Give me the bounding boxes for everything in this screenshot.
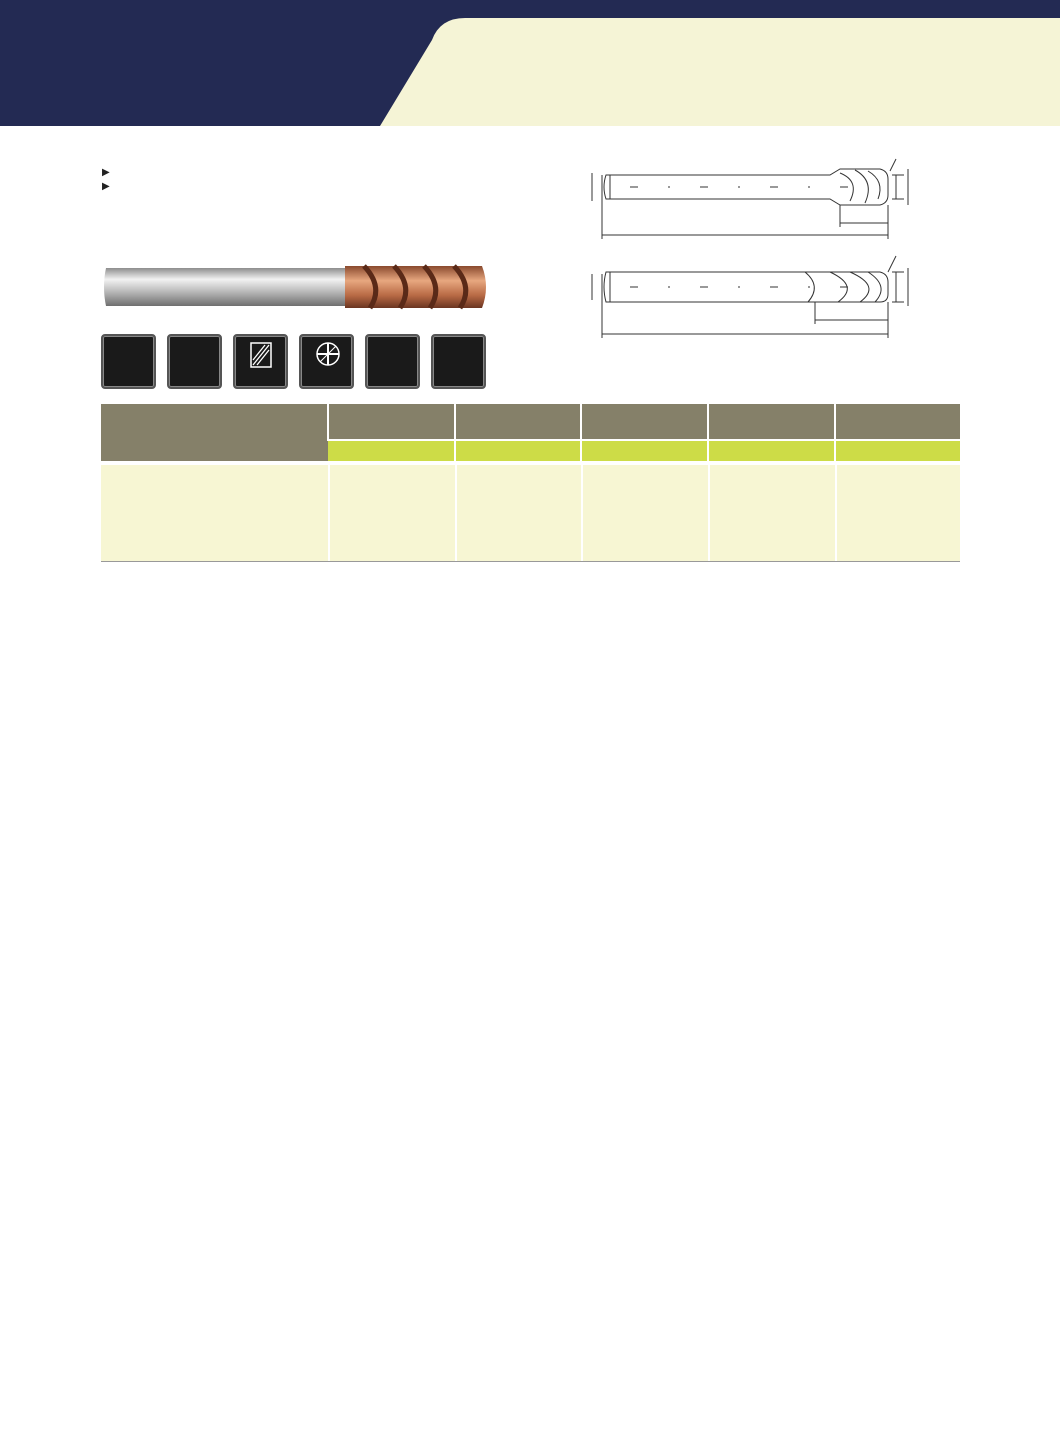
feature-item <box>102 166 547 180</box>
table-header-row <box>101 404 960 440</box>
table-filler <box>101 465 960 562</box>
col-header-corner-r <box>455 404 581 440</box>
four-flutes-icon <box>314 340 342 370</box>
flutes-badge <box>299 334 354 389</box>
roughness-badge <box>167 334 222 389</box>
col-sub-L <box>708 440 835 461</box>
feature-list <box>102 166 547 194</box>
col-header-shank-dia <box>835 404 960 440</box>
product-image <box>102 262 492 312</box>
page-header <box>0 0 1060 126</box>
hrc-badge <box>365 334 420 389</box>
helix-angle-badge <box>233 334 288 389</box>
fig1-drawing <box>570 155 970 245</box>
helix-angle-icon <box>247 341 275 369</box>
col-header-diameter <box>328 404 455 440</box>
feature-badges <box>101 334 486 389</box>
diagram-fig2 <box>570 252 970 342</box>
header-banner <box>0 0 1060 126</box>
col-sub-Lc <box>581 440 708 461</box>
diagram-fig1 <box>570 155 970 245</box>
col-header-type <box>101 404 328 461</box>
col-header-flute-length <box>581 404 708 440</box>
shank-tolerance-badge <box>431 334 486 389</box>
bullet-triangle-icon: ▶ <box>102 167 110 178</box>
fig2-drawing <box>570 252 970 342</box>
col-sub-D <box>328 440 455 461</box>
col-sub-d <box>835 440 960 461</box>
bullet-triangle-icon: ▶ <box>102 181 110 192</box>
col-sub-R <box>455 440 581 461</box>
coating-badge <box>101 334 156 389</box>
feature-item <box>102 180 547 194</box>
col-header-overall-length <box>708 404 835 440</box>
spec-table <box>101 404 960 562</box>
